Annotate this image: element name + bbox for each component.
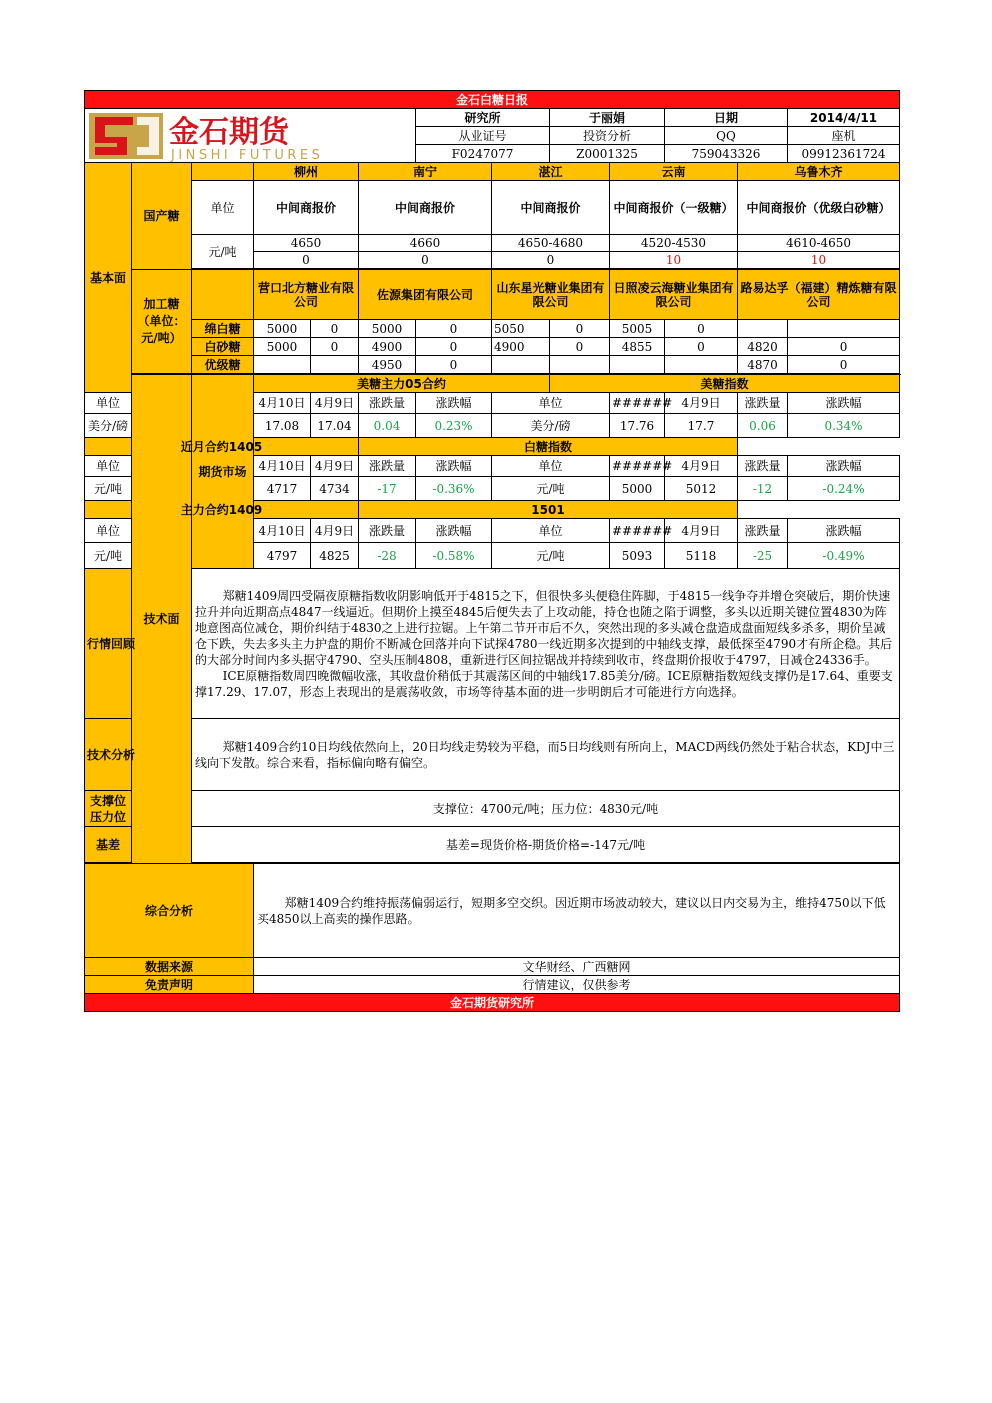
basis-text: 基差=现货价格-期货价格=-147元/吨 (192, 827, 900, 863)
sugar-type: 白砂糖 (192, 338, 254, 356)
city-zhanjiang: 湛江 (492, 163, 610, 181)
info-role-number: Z0001325 (550, 145, 665, 163)
logo-en-text: JINSHI FUTURES (171, 148, 324, 163)
futures-head: 4月9日 (311, 456, 359, 477)
futures-value: 5000 (610, 477, 665, 501)
futures-head: 4月10日 (254, 519, 311, 543)
futures-pct: -0.24% (788, 477, 900, 501)
futures-head: 4月9日 (665, 519, 738, 543)
futures-value: 5093 (610, 543, 665, 569)
report-title: 金石白糖日报 (85, 91, 900, 109)
futures-unit: 元/吨 (492, 543, 610, 569)
report-sheet (84, 90, 899, 1012)
domestic-change: 10 (610, 252, 738, 269)
domestic-change: 0 (254, 252, 359, 269)
futures-value: 4734 (311, 477, 359, 501)
futures-value: 17.04 (311, 414, 359, 438)
sugar-type: 绵白糖 (192, 320, 254, 338)
city-urumqi: 乌鲁木齐 (738, 163, 900, 181)
futures-pct: -0.49% (788, 543, 900, 569)
review-paragraph-futures: 郑糖1409周四受隔夜原糖指数收阴影响低开于4815之下，但很快多头便稳住阵脚，于4815一线争夺并增仓突破后，期价快速拉升并向近期高点4847一线逼近。但期价上摸至4845后便失去了上攻动能，持仓也随之陷于调整，多头以近期关键位置4830为阵地意图高位减仓，期价纠结于4830之上进行拉锯。上午第二节开市后不久，突然出现的多头减仓盘造成盘面短线多杀多，期价呈减仓下跌，失去多头主力护盘的期价不断减仓回落并向下试探4780一线近期多次提到的中轴线支撑，最低探至4790才有所企稳。其后的大部分时间内多头据守4790、空头压制4808，重新进行区间拉锯战并持续到收市，终盘期价报收于4797，日减仓24336手。 (195, 588, 893, 667)
futures-change: -17 (359, 477, 416, 501)
futures-unit: 元/吨 (492, 477, 610, 501)
processed-cell: 5050 (492, 320, 550, 338)
futures-change: -28 (359, 543, 416, 569)
futures-head: 4月10日 (254, 393, 311, 414)
report-footer: 金石期货研究所 (85, 994, 900, 1012)
processed-cell (311, 356, 359, 374)
company-name: 山东星光糖业集团有限公司 (492, 270, 610, 320)
futures-head: 涨跌幅 (416, 519, 492, 543)
futures-pct: 0.23% (416, 414, 492, 438)
company-logo (85, 109, 416, 163)
domestic-price: 4650 (254, 235, 359, 252)
summary-paragraph: 郑糖1409合约维持振荡偏弱运行，短期多空交织。因近期市场波动较大，建议以日内交易为主，维持4750以下低买4850以上高卖的操作思路。 (257, 895, 886, 926)
processed-cell: 0 (665, 320, 738, 338)
domestic-price: 4610-4650 (738, 235, 900, 252)
processed-cell (254, 356, 311, 374)
company-name: 路易达孚（福建）精炼糖有限公司 (738, 270, 900, 320)
processed-cell: 0 (416, 338, 492, 356)
domestic-change: 10 (738, 252, 900, 269)
info-author: 于丽娟 (550, 109, 665, 127)
processed-cell: 0 (550, 338, 610, 356)
section-disclaimer: 免责声明 (85, 976, 254, 994)
info-qq-label: QQ (665, 127, 788, 145)
market-review-text (192, 569, 900, 719)
processed-cell: 4870 (738, 356, 788, 374)
summary-text (254, 864, 900, 958)
futures-title: 美糖指数 (550, 375, 900, 393)
info-phone-label: 座机 (788, 127, 900, 145)
domestic-unit-yuan: 元/吨 (192, 235, 254, 269)
processed-cell: 4900 (492, 338, 550, 356)
futures-head: 4月9日 (311, 519, 359, 543)
processed-cell: 0 (416, 356, 492, 374)
futures-pct: -0.58% (416, 543, 492, 569)
futures-value: 17.08 (254, 414, 311, 438)
info-license-number: F0247077 (416, 145, 550, 163)
futures-title: 美糖主力05合约 (254, 375, 550, 393)
section-domestic-sugar: 国产糖 (132, 163, 192, 270)
quote-type: 中间商报价 (359, 181, 492, 235)
futures-head: 涨跌幅 (416, 393, 492, 414)
futures-head: 4月10日 (254, 456, 311, 477)
info-date-value: 2014/4/11 (788, 109, 900, 127)
futures-pct: -0.36% (416, 477, 492, 501)
futures-head: 涨跌幅 (788, 519, 900, 543)
section-data-source: 数据来源 (85, 958, 254, 976)
futures-head: 4月9日 (665, 456, 738, 477)
processed-cell: 0 (311, 338, 359, 356)
section-tech-analysis: 技术分析 (85, 719, 132, 791)
futures-value: 4797 (254, 543, 311, 569)
futures-unit: 元/吨 (85, 477, 132, 501)
info-date-label: 日期 (665, 109, 788, 127)
futures-value: 4717 (254, 477, 311, 501)
city-yunnan: 云南 (610, 163, 738, 181)
futures-title: 白糖指数 (359, 438, 738, 456)
processed-cell: 4950 (359, 356, 416, 374)
processed-cell: 0 (550, 320, 610, 338)
section-fundamental: 基本面 (85, 163, 132, 393)
processed-cell (550, 356, 610, 374)
futures-unit: 美分/磅 (492, 414, 610, 438)
futures-change: -12 (738, 477, 788, 501)
futures-head: 涨跌量 (359, 519, 416, 543)
section-futures-market: 期货市场 (192, 375, 254, 569)
futures-head: 单位 (492, 519, 610, 543)
report-table (84, 90, 900, 1012)
futures-value: 17.76 (610, 414, 665, 438)
processed-cell (788, 320, 900, 338)
info-qq-number: 759043326 (665, 145, 788, 163)
logo-cn-text: 金石期货 (169, 115, 289, 150)
section-market-review: 行情回顾 (85, 569, 132, 719)
data-source-text: 文华财经、广西糖网 (254, 958, 900, 976)
processed-cell: 0 (311, 320, 359, 338)
quote-type: 中间商报价 (492, 181, 610, 235)
tech-analysis-text (192, 719, 900, 791)
logo-graphic (87, 109, 349, 163)
city-nanning: 南宁 (359, 163, 492, 181)
futures-unit: 元/吨 (85, 543, 132, 569)
futures-head: 涨跌幅 (416, 456, 492, 477)
futures-head: 涨跌幅 (788, 456, 900, 477)
processed-cell: 4820 (738, 338, 788, 356)
support-resistance-text: 支撑位：4700元/吨；压力位：4830元/吨 (192, 791, 900, 827)
processed-cell (492, 356, 550, 374)
processed-cell: 0 (665, 338, 738, 356)
futures-head: 涨跌量 (738, 456, 788, 477)
domestic-change: 0 (492, 252, 610, 269)
section-technical: 技术面 (132, 375, 192, 864)
futures-head: ###### (610, 519, 665, 543)
tech-analysis-paragraph: 郑糖1409合约10日均线依然向上，20日均线走势较为平稳，而5日均线则有所向上，MACD两线仍然处于粘合状态，KDJ中三线向下发散。综合来看，指标偏向略有偏空。 (195, 739, 895, 770)
info-institute: 研究所 (416, 109, 550, 127)
domestic-price: 4520-4530 (610, 235, 738, 252)
futures-head: 单位 (85, 519, 132, 543)
processed-cell: 0 (788, 356, 900, 374)
domestic-unit-label: 单位 (192, 181, 254, 235)
futures-value: 5012 (665, 477, 738, 501)
quote-type: 中间商报价 (254, 181, 359, 235)
futures-head: 单位 (85, 393, 132, 414)
section-summary: 综合分析 (85, 864, 254, 958)
futures-head: 涨跌幅 (788, 393, 900, 414)
processed-cell: 5000 (254, 338, 311, 356)
processed-cell (610, 356, 665, 374)
futures-pct: 0.34% (788, 414, 900, 438)
futures-title: 近月合约1405 (85, 438, 359, 456)
company-name: 日照凌云海糖业集团有限公司 (610, 270, 738, 320)
processed-cell: 5000 (359, 320, 416, 338)
futures-head: 涨跌量 (738, 519, 788, 543)
processed-cell (738, 320, 788, 338)
futures-head: ###### (610, 393, 665, 414)
sugar-type: 优级糖 (192, 356, 254, 374)
info-role-label: 投资分析 (550, 127, 665, 145)
futures-head: ###### (610, 456, 665, 477)
info-phone-number: 09912361724 (788, 145, 900, 163)
section-support-resistance: 支撑位压力位 (85, 791, 132, 827)
futures-value: 17.7 (665, 414, 738, 438)
futures-head: 4月9日 (665, 393, 738, 414)
processed-cell: 0 (788, 338, 900, 356)
futures-change: -25 (738, 543, 788, 569)
futures-value: 5118 (665, 543, 738, 569)
quote-type: 中间商报价（优级白砂糖） (738, 181, 900, 235)
company-name: 佐源集团有限公司 (359, 270, 492, 320)
futures-unit: 美分/磅 (85, 414, 132, 438)
info-license-label: 从业证号 (416, 127, 550, 145)
futures-change: 0.04 (359, 414, 416, 438)
processed-cell: 4855 (610, 338, 665, 356)
futures-head: 单位 (85, 456, 132, 477)
section-basis: 基差 (85, 827, 132, 863)
futures-head: 4月9日 (311, 393, 359, 414)
review-paragraph-ice: ICE原糖指数周四晚微幅收涨，其收盘价稍低于其震荡区间的中轴线17.85美分/磅。ICE原糖指数短线支撑仍是17.64、重要支撑17.29、17.07，形态上表现出的是震荡收敛，市场等待基本面的进一步明朗后才可能进行方向选择。 (195, 668, 893, 699)
company-name: 营口北方糖业有限公司 (254, 270, 359, 320)
processed-cell: 5005 (610, 320, 665, 338)
futures-value: 4825 (311, 543, 359, 569)
futures-change: 0.06 (738, 414, 788, 438)
domestic-change: 0 (359, 252, 492, 269)
domestic-price: 4660 (359, 235, 492, 252)
futures-title: 1501 (359, 501, 738, 519)
futures-head: 单位 (492, 456, 610, 477)
processed-cell: 5000 (254, 320, 311, 338)
city-liuzhou: 柳州 (254, 163, 359, 181)
disclaimer-text: 行情建议，仅供参考 (254, 976, 900, 994)
section-processed-sugar: 加工糖（单位：元/吨） (132, 270, 192, 374)
processed-cell: 0 (416, 320, 492, 338)
domestic-price: 4650-4680 (492, 235, 610, 252)
futures-head: 单位 (492, 393, 610, 414)
processed-cell (665, 356, 738, 374)
futures-head: 涨跌量 (359, 393, 416, 414)
quote-type: 中间商报价（一级糖） (610, 181, 738, 235)
futures-head: 涨跌量 (738, 393, 788, 414)
futures-title: 主力合约1409 (85, 501, 359, 519)
processed-cell: 4900 (359, 338, 416, 356)
futures-head: 涨跌量 (359, 456, 416, 477)
